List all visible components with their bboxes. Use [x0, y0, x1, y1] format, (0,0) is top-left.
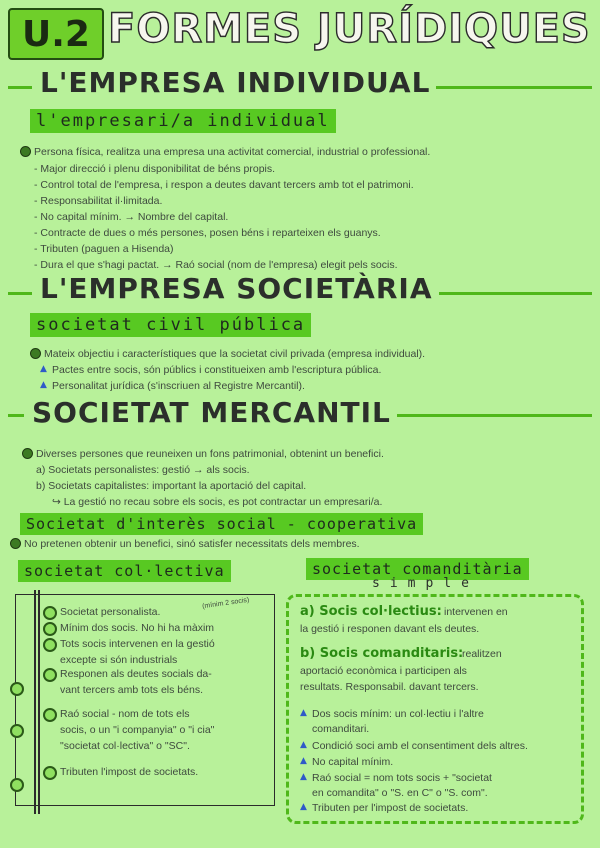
ring-bullet-icon — [10, 778, 24, 792]
label-socis-collectius: a) Socis col·lectius: — [300, 604, 442, 619]
text-line: aportació econòmica i participen als — [300, 665, 467, 677]
triangle-bullet-icon: ▲ — [300, 756, 307, 766]
triangle-bullet-icon: ▲ — [300, 708, 307, 718]
ring-bullet-icon — [10, 724, 24, 738]
bullet-icon — [20, 146, 31, 157]
text-line: Tributen per l'impost de societats. — [312, 802, 469, 814]
section-title-mercantil: SOCIETAT MERCANTIL — [26, 396, 397, 429]
triangle-bullet-icon: ▲ — [300, 740, 307, 750]
subtitle-collectiva: societat col·lectiva — [18, 560, 231, 582]
section-rule — [420, 292, 592, 295]
text-line: - No capital mínim. → Nombre del capital. — [34, 211, 229, 223]
text-line: Tots socis intervenen en la gestió — [60, 638, 215, 650]
text-line: Mínim dos socis. No hi ha màxim — [60, 622, 215, 634]
text-line: Diverses persones que reuneixen un fons patrimonial, obtenint un benefici. — [36, 448, 384, 460]
subtitle-societaria: societat civil pública — [30, 313, 311, 337]
text-line: "societat col·lectiva" o "SC". — [60, 740, 190, 752]
ring-bullet-icon — [43, 638, 57, 652]
text-line: ↪ La gestió no recau sobre els socis, es pot contractar un empresari/a. — [52, 496, 383, 508]
text-line: No pretenen obtenir un benefici, sinó satisfer necessitats dels membres. — [24, 538, 360, 550]
text-line: en comandita" o "S. en C" o "S. com". — [312, 787, 488, 799]
bullet-icon — [22, 448, 33, 459]
text-line: - Dura el que s'hagi pactat. → Raó social (nom de l'empresa) elegit pels socis. — [34, 259, 398, 271]
text-line: Personalitat jurídica (s'inscriuen al Registre Mercantil). — [52, 380, 305, 392]
text-line: a) Societats personalistes: gestió → als socis. — [36, 464, 250, 476]
ring-bullet-icon — [43, 708, 57, 722]
bullet-icon — [30, 348, 41, 359]
spine-line — [38, 590, 40, 814]
triangle-bullet-icon: ▲ — [40, 380, 47, 390]
text-line: resultats. Responsabil. davant tercers. — [300, 681, 479, 693]
subtitle-individual: l'empresari/a individual — [30, 109, 336, 133]
section-dash — [8, 414, 24, 417]
bullet-icon — [10, 538, 21, 549]
subtitle-comanditaria: societat comanditària — [306, 558, 529, 580]
text-line: - Control total de l'empresa, i respon a deutes davant tercers amb tot el patrimoni. — [34, 179, 414, 191]
spine-line — [34, 590, 36, 814]
label-socis-comanditaris: b) Socis comanditaris: — [300, 646, 464, 661]
text-line: Raó social - nom de tots els — [60, 708, 190, 720]
text-line: vant tercers amb tots els béns. — [60, 684, 203, 696]
text-line: No capital mínim. — [312, 756, 394, 768]
ring-bullet-icon — [43, 606, 57, 620]
triangle-bullet-icon: ▲ — [40, 364, 47, 374]
text-line: Condició soci amb el consentiment dels altres. — [312, 740, 528, 752]
text-line: realitzen — [462, 648, 502, 660]
section-dash — [8, 292, 32, 295]
text-line: Raó social = nom tots socis + "societat — [312, 772, 492, 784]
text-line: Dos socis mínim: un col·lectiu i l'altre — [312, 708, 484, 720]
text-line: - Responsabilitat il·limitada. — [34, 195, 163, 207]
text-line: Persona física, realitza una empresa una activitat comercial, industrial o professional. — [34, 146, 431, 158]
ring-bullet-icon — [43, 766, 57, 780]
section-rule — [366, 414, 592, 417]
triangle-bullet-icon: ▲ — [300, 802, 307, 812]
text-line: excepte si són industrials — [60, 654, 178, 666]
text-line: - Major direcció i plenu disponibilitat de béns propis. — [34, 163, 276, 175]
ring-bullet-icon — [10, 682, 24, 696]
unit-badge: U.2 — [8, 8, 104, 60]
text-line: comanditari. — [312, 723, 370, 735]
section-title-societaria: L'EMPRESA SOCIETÀRIA — [34, 272, 439, 305]
triangle-bullet-icon: ▲ — [300, 772, 307, 782]
text-line: socis, o un "i companyia" o "i cia" — [60, 724, 215, 736]
note: (mínim 2 socis) — [201, 596, 250, 611]
text-line: Tributen l'impost de societats. — [60, 766, 199, 778]
text-line: la gestió i responen davant els deutes. — [300, 623, 480, 635]
text-line: b) Societats capitalistes: important la aportació del capital. — [36, 480, 307, 492]
page-title: FORMES JURÍDIQUES — [108, 6, 591, 52]
text-line: - Contracte de dues o més persones, posen béns i reparteixen els guanys. — [34, 227, 381, 239]
subtitle-cooperativa: Societat d'interès social - cooperativa — [20, 513, 423, 535]
text-line: - Tributen (paguen a Hisenda) — [34, 243, 174, 255]
section-dash — [8, 86, 32, 89]
text-line: Responen als deutes socials da- — [60, 668, 212, 680]
text-line: Pactes entre socis, són públics i constitueixen amb l'escriptura pública. — [52, 364, 382, 376]
ring-bullet-icon — [43, 622, 57, 636]
text-line: intervenen en — [444, 606, 508, 618]
text-line: Societat personalista. — [60, 606, 161, 618]
text-line: Mateix objectiu i característiques que la societat civil privada (empresa individual). — [44, 348, 426, 360]
section-title-individual: L'EMPRESA INDIVIDUAL — [34, 66, 436, 99]
subtitle-simple: simple — [372, 576, 479, 591]
ring-bullet-icon — [43, 668, 57, 682]
